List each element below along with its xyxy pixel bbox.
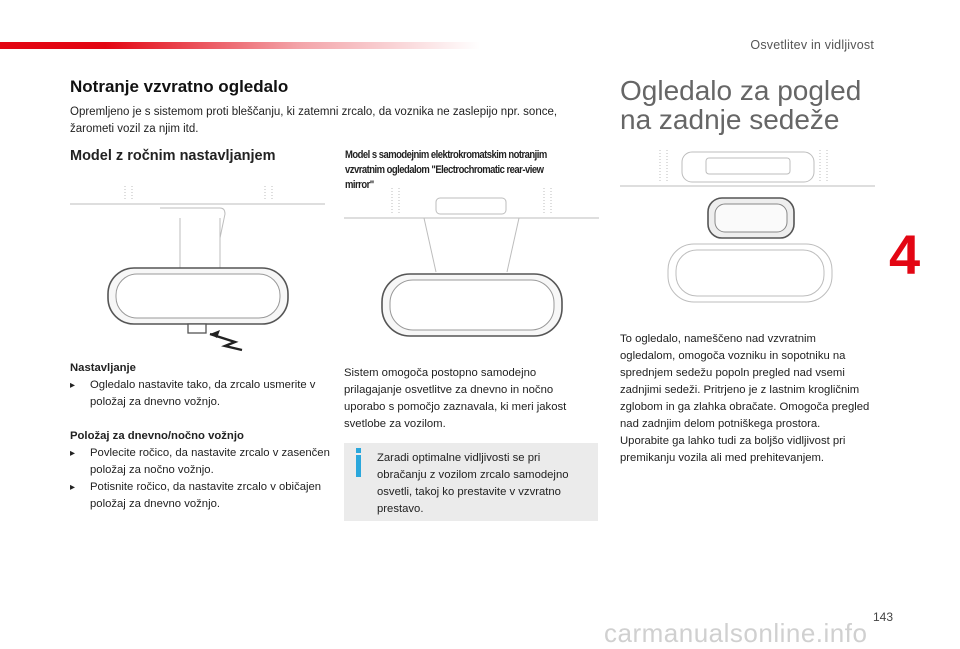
rear-seat-mirror-body: To ogledalo, nameščeno nad vzvratnim ogledalom, omogoča vozniku in sopotniku na sprednjem sedežu popoln pregled nad vsemi zadnjimi sedeži. Pritrjeno je z lastnim krogličnim zglobom in ga zlahka obračate. Omogoča pregled nad zadnjim delom potniškega prostora. Uporabite ga lahko tudi za boljšo vidljivost pri premikanju vozila ali med prehitevanjem. <box>620 333 870 464</box>
arrow-bullet-icon: ▸ <box>70 380 76 391</box>
daynight-heading: Položaj za dnevno/nočno vožnjo <box>70 430 244 442</box>
info-icon-bar <box>356 455 361 477</box>
electrochromatic-mirror-illustration <box>344 182 599 342</box>
adjust-heading: Nastavljanje <box>70 362 136 374</box>
intro-text: Opremljeno je s sistemom proti bleščanju, ki zatemni zrcalo, da voznika ne zaslepijo npr. sonce, žarometi vozil za njim itd. <box>70 106 558 135</box>
info-box <box>344 443 598 521</box>
electrochromatic-heading: Model s samodejnim elektrokromatskim notranjim vzvratnim ogledalom "Electrochromatic rear-view mirror" <box>345 149 547 191</box>
daynight-item-text: Povlecite ročico, da nastavite zrcalo v zasenčen položaj za nočno vožnjo. <box>90 447 330 476</box>
info-icon <box>356 448 361 453</box>
rear-seat-mirror-title-line2: na zadnje sedeže <box>620 104 840 135</box>
adjust-section <box>70 360 330 411</box>
daynight-section <box>70 428 330 513</box>
arrow-bullet-icon: ▸ <box>70 448 76 459</box>
arrow-bullet-icon: ▸ <box>70 482 76 493</box>
manual-model-heading: Model z ročnim nastavljanjem <box>70 148 276 164</box>
info-text: Zaradi optimalne vidljivosti se pri obračanju z vozilom zrcalo samodejno osvetli, takoj ko prestavite v vzvratno prestavo. <box>377 452 569 515</box>
adjust-item-text: Ogledalo nastavite tako, da zrcalo usmerite v položaj za dnevno vožnjo. <box>90 379 316 408</box>
daynight-item-text: Potisnite ročico, da nastavite zrcalo v običajen položaj za dnevno vožnjo. <box>90 481 322 510</box>
electrochromatic-body: Sistem omogoča postopno samodejno prilagajanje osvetlitve za dnevno in nočno uporabo s pomočjo zaznavala, ki meri jakost svetlobe za vozilom. <box>344 367 567 430</box>
rear-seat-mirror-illustration <box>620 146 875 306</box>
daynight-item <box>70 479 330 513</box>
section-header: Osvetlitev in vidljivost <box>750 38 874 52</box>
rear-seat-mirror-title <box>620 76 861 134</box>
page-number: 143 <box>873 610 894 624</box>
page-title: Notranje vzvratno ogledalo <box>70 77 289 96</box>
rear-seat-mirror-title-line1: Ogledalo za pogled <box>620 75 862 106</box>
watermark: carmanualsonline.info <box>604 618 868 648</box>
daynight-item <box>70 445 330 479</box>
manual-mirror-illustration <box>70 178 325 353</box>
adjust-item <box>70 377 330 411</box>
header-accent-bar <box>0 42 480 49</box>
chapter-number: 4 <box>889 223 921 286</box>
